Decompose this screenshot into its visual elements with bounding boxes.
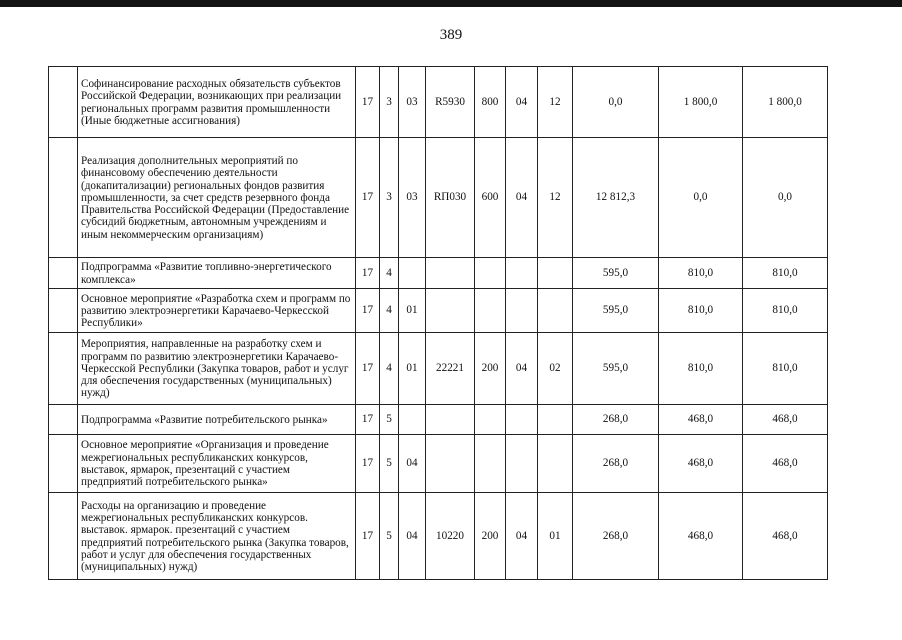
subprogram-code-cell: 4 bbox=[380, 258, 399, 289]
section-code-cell: 04 bbox=[506, 67, 538, 138]
subsection-code-cell: 01 bbox=[538, 493, 573, 580]
section-code-cell bbox=[506, 435, 538, 493]
subprogram-code-cell: 5 bbox=[380, 493, 399, 580]
direction-code-cell bbox=[426, 435, 475, 493]
row-number-cell bbox=[49, 289, 78, 333]
row-number-cell bbox=[49, 258, 78, 289]
expense-type-code-cell: 200 bbox=[475, 333, 506, 405]
row-number-cell bbox=[49, 67, 78, 138]
subprogram-code-cell: 3 bbox=[380, 138, 399, 258]
subsection-code-cell bbox=[538, 405, 573, 435]
direction-code-cell: RП030 bbox=[426, 138, 475, 258]
expense-type-code-cell: 200 bbox=[475, 493, 506, 580]
amount-year2-cell: 810,0 bbox=[659, 333, 743, 405]
subsection-code-cell: 12 bbox=[538, 138, 573, 258]
table-row bbox=[49, 289, 828, 333]
gp-code-cell: 17 bbox=[356, 67, 380, 138]
gp-code-cell: 17 bbox=[356, 435, 380, 493]
section-code-cell bbox=[506, 258, 538, 289]
item-name-cell: Основное мероприятие «Организация и проведение межрегиональных республиканских конкурсов, выставок, ярмарок, презентаций с участием предприятий потребительского рынка» bbox=[78, 435, 356, 493]
amount-year3-cell: 468,0 bbox=[743, 405, 828, 435]
item-name-cell: Подпрограмма «Развитие топливно-энергетического комплекса» bbox=[78, 258, 356, 289]
main-activity-code-cell: 04 bbox=[399, 435, 426, 493]
subprogram-code-cell: 5 bbox=[380, 405, 399, 435]
row-number-cell bbox=[49, 493, 78, 580]
amount-year2-cell: 810,0 bbox=[659, 258, 743, 289]
table-row bbox=[49, 493, 828, 580]
gp-code-cell: 17 bbox=[356, 289, 380, 333]
table-row bbox=[49, 333, 828, 405]
subsection-code-cell bbox=[538, 289, 573, 333]
row-number-cell bbox=[49, 435, 78, 493]
amount-year1-cell: 268,0 bbox=[573, 405, 659, 435]
gp-code-cell: 17 bbox=[356, 493, 380, 580]
table-row bbox=[49, 405, 828, 435]
item-name-cell: Основное мероприятие «Разработка схем и программ по развитию электроэнергетики Карачаево-Черкесской Республики» bbox=[78, 289, 356, 333]
amount-year1-cell: 268,0 bbox=[573, 435, 659, 493]
gp-code-cell: 17 bbox=[356, 405, 380, 435]
amount-year1-cell: 12 812,3 bbox=[573, 138, 659, 258]
amount-year2-cell: 1 800,0 bbox=[659, 67, 743, 138]
amount-year1-cell: 268,0 bbox=[573, 493, 659, 580]
section-code-cell: 04 bbox=[506, 493, 538, 580]
item-name-cell: Мероприятия, направленные на разработку схем и программ по развитию электроэнергетики Карачаево-Черкесской Республики (Закупка товаров, работ и услуг для обеспечения государственных (муниципальных) нужд) bbox=[78, 333, 356, 405]
expense-type-code-cell bbox=[475, 435, 506, 493]
section-code-cell: 04 bbox=[506, 138, 538, 258]
main-activity-code-cell: 01 bbox=[399, 289, 426, 333]
amount-year3-cell: 810,0 bbox=[743, 289, 828, 333]
section-code-cell bbox=[506, 405, 538, 435]
main-activity-code-cell bbox=[399, 405, 426, 435]
amount-year2-cell: 468,0 bbox=[659, 405, 743, 435]
expense-type-code-cell bbox=[475, 258, 506, 289]
item-name-cell: Реализация дополнительных мероприятий по финансовому обеспечению деятельности (докапитализации) региональных фондов развития промышленности, за счет средств резервного фонда Правительства Российской Федерации (Предоставление субсидий бюджетным, автономным учреждениям и иным некоммерческим организациям) bbox=[78, 138, 356, 258]
row-number-cell bbox=[49, 333, 78, 405]
budget-table bbox=[48, 66, 828, 580]
gp-code-cell: 17 bbox=[356, 333, 380, 405]
amount-year1-cell: 595,0 bbox=[573, 333, 659, 405]
subsection-code-cell: 12 bbox=[538, 67, 573, 138]
table-row bbox=[49, 435, 828, 493]
amount-year3-cell: 0,0 bbox=[743, 138, 828, 258]
amount-year2-cell: 468,0 bbox=[659, 435, 743, 493]
amount-year3-cell: 810,0 bbox=[743, 258, 828, 289]
subsection-code-cell bbox=[538, 258, 573, 289]
direction-code-cell bbox=[426, 258, 475, 289]
subprogram-code-cell: 4 bbox=[380, 289, 399, 333]
subprogram-code-cell: 3 bbox=[380, 67, 399, 138]
amount-year3-cell: 468,0 bbox=[743, 435, 828, 493]
item-name-cell: Расходы на организацию и проведение межрегиональных республиканских конкурсов. выставок. ярмарок. презентаций с участием предприятий потребительского рынка (Закупка товаров, работ и услуг для обеспечения государственных (муниципальных) нужд) bbox=[78, 493, 356, 580]
amount-year2-cell: 468,0 bbox=[659, 493, 743, 580]
subprogram-code-cell: 5 bbox=[380, 435, 399, 493]
direction-code-cell: 10220 bbox=[426, 493, 475, 580]
page-number: 389 bbox=[439, 27, 463, 43]
table-row bbox=[49, 258, 828, 289]
page-top-rule bbox=[0, 0, 902, 7]
expense-type-code-cell bbox=[475, 405, 506, 435]
table-body bbox=[49, 67, 828, 580]
section-code-cell: 04 bbox=[506, 333, 538, 405]
direction-code-cell: R5930 bbox=[426, 67, 475, 138]
direction-code-cell bbox=[426, 405, 475, 435]
direction-code-cell: 22221 bbox=[426, 333, 475, 405]
main-activity-code-cell: 03 bbox=[399, 67, 426, 138]
amount-year3-cell: 810,0 bbox=[743, 333, 828, 405]
main-activity-code-cell bbox=[399, 258, 426, 289]
amount-year1-cell: 0,0 bbox=[573, 67, 659, 138]
table-row bbox=[49, 138, 828, 258]
table-row bbox=[49, 67, 828, 138]
subsection-code-cell bbox=[538, 435, 573, 493]
main-activity-code-cell: 01 bbox=[399, 333, 426, 405]
direction-code-cell bbox=[426, 289, 475, 333]
section-code-cell bbox=[506, 289, 538, 333]
amount-year3-cell: 1 800,0 bbox=[743, 67, 828, 138]
subprogram-code-cell: 4 bbox=[380, 333, 399, 405]
subsection-code-cell: 02 bbox=[538, 333, 573, 405]
item-name-cell: Софинансирование расходных обязательств субъектов Российской Федерации, возникающих при реализации региональных программ развития промышленности (Иные бюджетные ассигнования) bbox=[78, 67, 356, 138]
row-number-cell bbox=[49, 138, 78, 258]
expense-type-code-cell bbox=[475, 289, 506, 333]
amount-year1-cell: 595,0 bbox=[573, 258, 659, 289]
amount-year1-cell: 595,0 bbox=[573, 289, 659, 333]
item-name-cell: Подпрограмма «Развитие потребительского рынка» bbox=[78, 405, 356, 435]
amount-year2-cell: 810,0 bbox=[659, 289, 743, 333]
gp-code-cell: 17 bbox=[356, 138, 380, 258]
main-activity-code-cell: 04 bbox=[399, 493, 426, 580]
main-activity-code-cell: 03 bbox=[399, 138, 426, 258]
expense-type-code-cell: 600 bbox=[475, 138, 506, 258]
row-number-cell bbox=[49, 405, 78, 435]
gp-code-cell: 17 bbox=[356, 258, 380, 289]
expense-type-code-cell: 800 bbox=[475, 67, 506, 138]
amount-year2-cell: 0,0 bbox=[659, 138, 743, 258]
amount-year3-cell: 468,0 bbox=[743, 493, 828, 580]
